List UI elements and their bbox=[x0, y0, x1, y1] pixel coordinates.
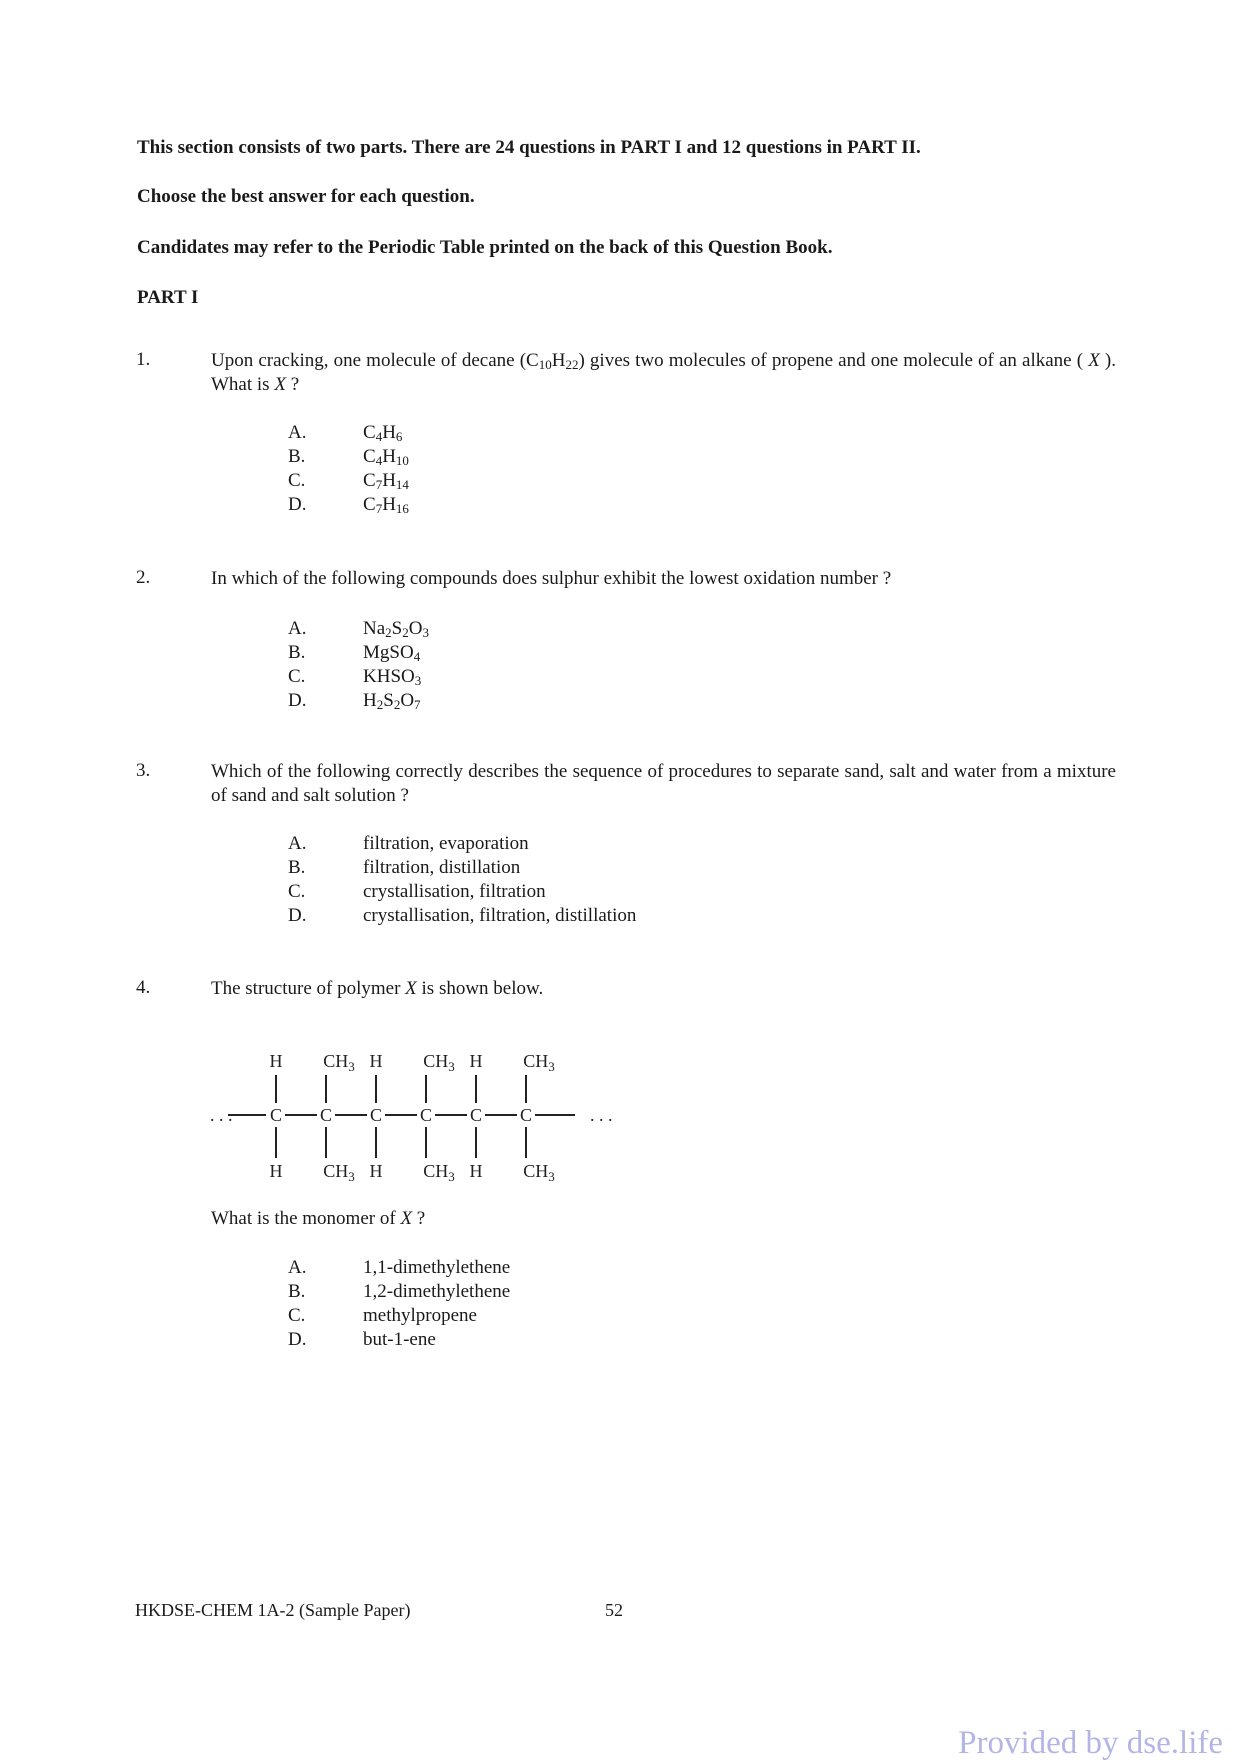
bottom-group: H bbox=[269, 1161, 283, 1181]
polymer-structure-diagram bbox=[200, 1040, 720, 1190]
option-text: $C_4H_6$ bbox=[363, 422, 403, 444]
option-c bbox=[288, 1304, 510, 1328]
top-group: $CH_3$ bbox=[523, 1051, 555, 1074]
option-letter: D. bbox=[288, 494, 307, 515]
option-letter: B. bbox=[288, 642, 306, 663]
bottom-group: H bbox=[469, 1161, 483, 1181]
option-c bbox=[288, 880, 636, 904]
option-text: crystallisation, filtration, distillation bbox=[363, 905, 637, 926]
bottom-group: $CH_3$ bbox=[523, 1161, 555, 1184]
chain-carbon-atom: C bbox=[369, 1105, 383, 1125]
option-a bbox=[288, 421, 409, 445]
option-letter: C. bbox=[288, 470, 306, 491]
question-4-text: The structure of polymer X is shown below. bbox=[211, 978, 544, 999]
option-text: 1,1-dimethylethene bbox=[363, 1257, 511, 1278]
chain-carbon-atom: C bbox=[469, 1105, 483, 1125]
instruction-best-answer: Choose the best answer for each question. bbox=[137, 186, 475, 207]
option-letter: D. bbox=[288, 690, 307, 711]
option-text: $H_2S_2O_7$ bbox=[363, 690, 421, 712]
question-4-number: 4. bbox=[136, 977, 151, 998]
option-d bbox=[288, 904, 636, 928]
option-b bbox=[288, 1280, 510, 1304]
question-1-options bbox=[288, 421, 409, 517]
option-letter: B. bbox=[288, 1281, 306, 1302]
top-group: H bbox=[469, 1051, 483, 1071]
question-2-number: 2. bbox=[136, 567, 151, 588]
question-4-options bbox=[288, 1256, 510, 1352]
bottom-group: $CH_3$ bbox=[423, 1161, 455, 1184]
option-c bbox=[288, 665, 429, 689]
option-a bbox=[288, 1256, 510, 1280]
question-3-text: Which of the following correctly describes the sequence of procedures to separate sand, salt and water from a mixture of sand and salt solution ? bbox=[211, 761, 1116, 806]
chain-carbon-atom: C bbox=[319, 1105, 333, 1125]
chain-carbon-atom: C bbox=[269, 1105, 283, 1125]
option-text: $C_7H_{14}$ bbox=[363, 470, 409, 492]
option-text: $C_4H_{10}$ bbox=[363, 446, 409, 468]
option-letter: D. bbox=[288, 1329, 307, 1350]
chain-carbon-atom: C bbox=[419, 1105, 433, 1125]
option-text: methylpropene bbox=[363, 1305, 477, 1326]
watermark: Provided by dse.life bbox=[958, 1725, 1223, 1761]
option-text: crystallisation, filtration bbox=[363, 881, 546, 902]
option-letter: C. bbox=[288, 666, 306, 687]
question-4-subquestion: What is the monomer of X ? bbox=[211, 1208, 426, 1229]
option-text: 1,2-dimethylethene bbox=[363, 1281, 511, 1302]
option-letter: A. bbox=[288, 422, 307, 443]
option-d bbox=[288, 493, 409, 517]
option-letter: D. bbox=[288, 905, 307, 926]
option-text: but-1-ene bbox=[363, 1329, 436, 1350]
option-text: $Na_2S_2O_3$ bbox=[363, 618, 429, 640]
option-letter: A. bbox=[288, 833, 307, 854]
page-number: 52 bbox=[605, 1600, 623, 1620]
question-2-text: In which of the following compounds does sulphur exhibit the lowest oxidation number ? bbox=[211, 568, 892, 589]
option-letter: C. bbox=[288, 1305, 306, 1326]
instruction-parts: This section consists of two parts. There are 24 questions in PART I and 12 questions in PART II. bbox=[137, 137, 921, 158]
option-text: $KHSO_3$ bbox=[363, 666, 422, 688]
part-heading: PART I bbox=[137, 287, 199, 308]
question-1-number: 1. bbox=[136, 349, 151, 370]
ellipsis-right: . . . bbox=[590, 1105, 613, 1125]
option-letter: B. bbox=[288, 446, 306, 467]
option-d bbox=[288, 1328, 510, 1352]
option-b bbox=[288, 641, 429, 665]
option-text: MgSO$_4$ bbox=[363, 642, 421, 664]
top-group: $CH_3$ bbox=[423, 1051, 455, 1074]
option-text: filtration, distillation bbox=[363, 857, 521, 878]
paper-code: HKDSE-CHEM 1A-2 (Sample Paper) bbox=[135, 1600, 411, 1620]
ellipsis-left: . . . bbox=[210, 1105, 233, 1125]
question-1-text: Upon cracking, one molecule of decane $(C_{10}H_{22})$ gives two molecules of propene and one molecule of an alkane ( X ). What is X ? bbox=[211, 350, 1116, 395]
top-group: $CH_3$ bbox=[323, 1051, 355, 1074]
bottom-group: $CH_3$ bbox=[323, 1161, 355, 1184]
top-group: H bbox=[269, 1051, 283, 1071]
option-b bbox=[288, 445, 409, 469]
top-group: H bbox=[369, 1051, 383, 1071]
chain-carbon-atom: C bbox=[519, 1105, 533, 1125]
option-a bbox=[288, 832, 636, 856]
instruction-periodic-table: Candidates may refer to the Periodic Table printed on the back of this Question Book. bbox=[137, 237, 833, 258]
bottom-group: H bbox=[369, 1161, 383, 1181]
option-d bbox=[288, 689, 429, 713]
option-b bbox=[288, 856, 636, 880]
option-letter: B. bbox=[288, 857, 306, 878]
option-letter: A. bbox=[288, 1257, 307, 1278]
option-c bbox=[288, 469, 409, 493]
option-letter: A. bbox=[288, 618, 307, 639]
option-letter: C. bbox=[288, 881, 306, 902]
option-text: filtration, evaporation bbox=[363, 833, 529, 854]
question-2-options bbox=[288, 617, 429, 713]
option-text: $C_7H_{16}$ bbox=[363, 494, 409, 516]
question-3-options bbox=[288, 832, 636, 928]
question-3-number: 3. bbox=[136, 760, 151, 781]
option-a bbox=[288, 617, 429, 641]
